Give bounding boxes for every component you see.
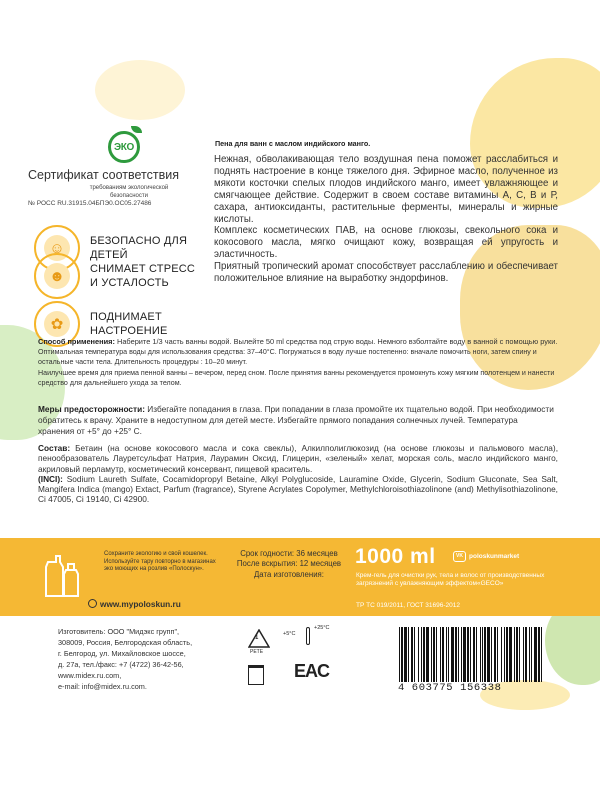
feature-stress-relief-item (34, 253, 204, 299)
manufacturer-info (58, 627, 223, 692)
certification-marks (238, 625, 348, 695)
certificate-title: Сертификат соответствия (28, 168, 179, 182)
usage-text: Оптимальная температура воды для использования средства: 37–40°С. Погружаться в воду лучше постепенно: вначале помочить ноги, затем спину и остальные части тела. Длительность процедуры : 10–20 минут. (38, 347, 537, 366)
product-description (214, 154, 558, 285)
usage-label: Способ применения: (38, 337, 115, 346)
recycle-number: 1 (255, 635, 259, 641)
usage-text: Наберите 1/3 часть ванны водой. Вылейте 50 ml средства под струю воды. Немного взболтайте воду в ванной с помощью руки. (116, 337, 558, 346)
shelf-life-block (219, 549, 359, 580)
caution-text: Избегайте попадания в глаза. При попадании в глаза промойте их тщательно водой. При необходимости обратитесь к врачу. Храните в недоступном для детей месте. Избегайте прямого попадания солнечных лучей. Температура хранения от +5° до +25° С. (38, 404, 554, 436)
eco-logo-icon: ЭКО (108, 131, 140, 163)
manufacturer-line: e-mail: info@midex.ru.com. (58, 681, 147, 691)
certificate-subtitle: требованиям экологической безопасности (89, 185, 169, 199)
description-paragraph: Комплекс косметических ПАВ, на основе глюкозы, свекольного сока и кокосового масла, мягко очищают кожу, возвращая ей упругость и эластичность. (214, 225, 558, 261)
product-type: Крем-гель для очистки рук, тела и волос от производственных загрязнений с увлажняющим эффектом«GECO» (356, 572, 545, 588)
vk-account[interactable]: poloskunmarket (469, 553, 520, 560)
manufacturer-line: Изготовитель: ООО "Мидэкс групп", (58, 627, 180, 636)
composition-text-ru: Бетаин (на основе кокосового масла и сока свеклы), Алкилполиглюкозид (на основе глюкозы и пальмового масла), пенообразователь Лауретсульфат Натрия, Лаурамин Оксид, Глицерин, «зеленый» хелат, морская соль, масло индийского манго, акриловый перламутр, косметический консервант, пищевой краситель. (38, 443, 558, 474)
feature-label: ПОДНИМАЕТ НАСТРОЕНИЕ (90, 311, 168, 337)
volume: 1000 ml (355, 545, 436, 568)
manufacturer-line: д. 27а, тел./факс: +7 (4722) 36-42-56, (58, 659, 184, 669)
usage-text: Наилучшее время для приема пенной ванны – вечером, перед сном. После принятия ванны рекомендуется промокнуть кожу мягким полотенцем и нанести средство для дальнейшего ухода за телом. (38, 368, 555, 387)
website-link[interactable]: www.mypoloskun.ru (100, 599, 181, 609)
after-opening: После вскрытия: 12 месяцев (236, 559, 342, 569)
eac-mark: EAC (294, 661, 330, 681)
vk-icon: VK (453, 551, 466, 562)
manufacturer-line: 308009, Россия, Белгородская область, (58, 637, 193, 647)
happy-face-icon: ✿ (34, 301, 80, 347)
certificate-number: № РОСС RU.31915.04БПЭ0.ОС05.27486 (28, 200, 152, 207)
trash-bin-icon (248, 665, 264, 685)
usage-section (38, 337, 570, 389)
standards: ТР ТС 019/2011, ГОСТ 31696-2012 (356, 602, 460, 609)
description-paragraph: Приятный тропический аромат способствует расслаблению и обеспечивает положительное влияние на выработку эндорфинов. (214, 261, 558, 285)
composition-label: Состав: (38, 443, 71, 453)
temp-low: +5°С (283, 631, 296, 637)
caution-section (38, 404, 556, 436)
globe-icon (88, 599, 97, 608)
eco-message: Сохраните экологию и свой кошелек. Используйте тару повторно в магазинах эко моющих на розлив «Полоскун». (104, 551, 216, 572)
temp-high: +25°С (314, 625, 330, 631)
barcode-number: 4 603775 156338 (398, 682, 502, 694)
feature-label: СНИМАЕТ СТРЕСС И УСТАЛОСТЬ (90, 263, 196, 289)
inci-label: (INCI): (38, 473, 63, 484)
caution-label: Меры предосторожности: (38, 404, 145, 414)
decor-blob (95, 60, 185, 120)
shelf-life: Срок годности: 36 месяцев (240, 549, 338, 558)
leaf-icon (131, 126, 142, 133)
description-paragraph: Нежная, обволакивающая тело воздушная пена поможет расслабиться и поднять настроение в конце тяжелого дня. Эфирное масло, полученное из мякоти косточки спелых плодов индийского манго, имеет увлажняющее и смягчающее действие. Содержит в своем составе витамины А, С, В и Р, сахара, антиоксиданты, растительные ферменты, минералы и жирные кислоты. (214, 154, 558, 225)
composition-text-inci: Sodium Laureth Sulfate, Cocamidopropyl Betaine, Alkyl Polyglucoside, Lauramine Oxide, Glycerin, Sodium Gluconate, Sea Salt, Mangifera Indica (mango) Extact, Parfum (fragrance), Styrene Acrylates Copolymer, Methylchloroisothiazolinone (and) Methylisothiazolinone, Ci 47005, Ci 19140, Ci 42900. (38, 473, 558, 505)
feature-label: БЕЗОПАСНО ДЛЯ ДЕТЕЙ (90, 235, 188, 261)
bottles-icon (42, 550, 82, 598)
children-icon: ☺ (34, 225, 80, 271)
manufacture-date: Дата изготовления: (254, 569, 324, 579)
barcode (397, 627, 547, 682)
recycle-icon (248, 629, 270, 649)
thermometer-icon (306, 627, 310, 645)
manufacturer-line: г. Белгород, ул. Михайловское шоссе, (58, 648, 186, 658)
pete-label: PETE (250, 649, 264, 655)
manufacturer-line: www.midex.ru.com, (58, 670, 122, 680)
composition-section (38, 443, 558, 505)
product-title: Пена для ванн с маслом индийского манго. (215, 139, 371, 148)
calm-face-icon: ☻ (34, 253, 80, 299)
